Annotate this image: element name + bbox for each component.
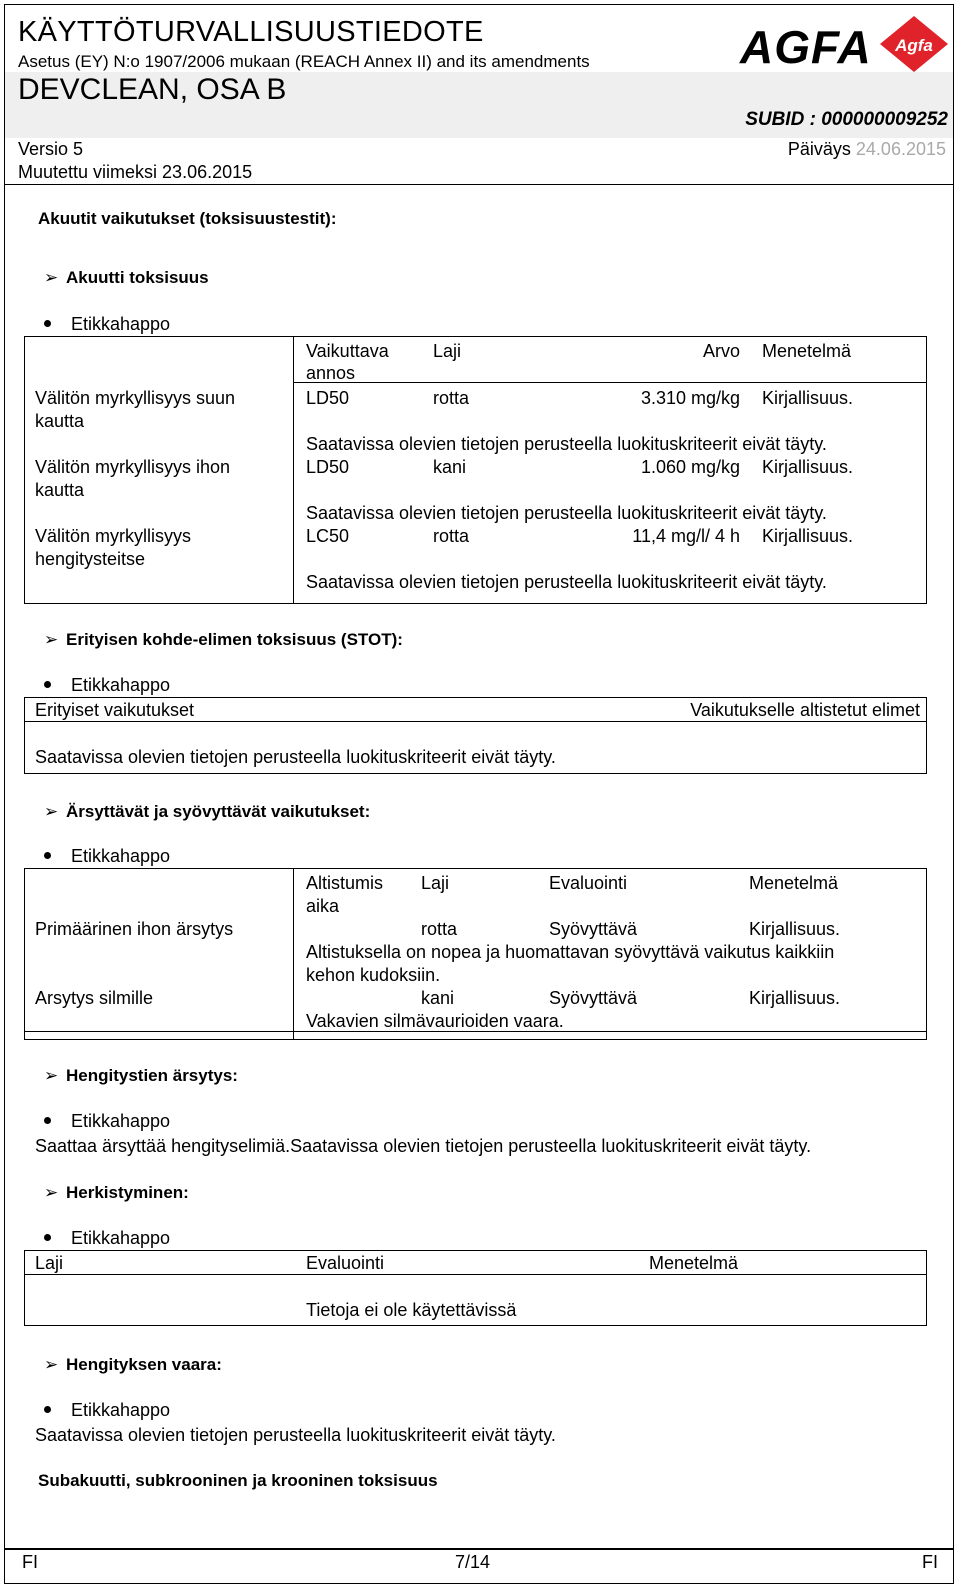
route-label: Välitön myrkyllisyys ihon [35, 457, 231, 477]
method-cell: Kirjallisuus. [762, 388, 854, 408]
page-frame [4, 4, 954, 1584]
section-aspiration [44, 1355, 222, 1375]
species-cell: rotta [433, 388, 470, 408]
col-method: Menetelmä [649, 1253, 739, 1273]
issue-date [788, 139, 946, 160]
col-effects: Erityiset vaikutukset [35, 700, 195, 720]
substance-bullet [44, 846, 170, 867]
route-label: Välitön myrkyllisyys suun [35, 388, 236, 408]
irritant-label: Arsytys silmille [35, 988, 154, 1008]
substance-bullet [44, 1111, 170, 1132]
subid: SUBID : 000000009252 [745, 109, 948, 130]
substance-bullet [44, 1228, 170, 1249]
value-cell: 3.310 mg/kg [640, 388, 740, 408]
substance-name: Etikkahappo [71, 314, 171, 334]
bullet-icon [44, 852, 51, 859]
table-divider [24, 1274, 927, 1275]
header-dose-cont: annos [306, 363, 356, 383]
species-cell: kani [421, 988, 455, 1008]
substance-bullet [44, 314, 170, 335]
table-divider [293, 336, 294, 604]
header-exposure: Altistumis [306, 873, 384, 893]
footer-left: FI [22, 1552, 38, 1572]
evaluation-cell: Syövyttävä [549, 919, 638, 939]
substance-name: Etikkahappo [71, 1228, 171, 1248]
method-cell: Kirjallisuus. [749, 919, 841, 939]
page-number: 7/14 [455, 1552, 491, 1572]
evaluation-cell: Syövyttävä [549, 988, 638, 1008]
section-label: Herkistyminen: [66, 1183, 189, 1202]
note-cell: Altistuksella on nopea ja huomattavan syövyttävä vaikutus kaikkiin [306, 942, 835, 962]
version: Versio 5 [18, 139, 84, 159]
table-divider [24, 721, 927, 722]
irritant-label: Primäärinen ihon ärsytys [35, 919, 234, 939]
bullet-icon [44, 1406, 51, 1413]
substance-name: Etikkahappo [71, 846, 171, 866]
section-label: Akuutti toksisuus [66, 268, 209, 287]
regulation-line: Asetus (EY) N:o 1907/2006 mukaan (REACH Annex II) and its amendments [18, 52, 590, 71]
note-cell: Saatavissa olevien tietojen perusteella luokituskriteerit eivät täyty. [306, 503, 827, 523]
col-organs: Vaikutukselle altistetut elimet [690, 700, 920, 720]
arrow-icon: ➢ [44, 1066, 59, 1085]
header-method: Menetelmä [749, 873, 839, 893]
bullet-icon [44, 1234, 51, 1241]
header-species: Laji [421, 873, 450, 893]
method-cell: Kirjallisuus. [762, 457, 854, 477]
species-cell: rotta [433, 526, 470, 546]
method-cell: Kirjallisuus. [749, 988, 841, 1008]
route-label-cont: kautta [35, 411, 85, 431]
bullet-icon [44, 1117, 51, 1124]
resp-irritation-text: Saattaa ärsyttää hengityselimiä.Saatavissa olevien tietojen perusteella luokituskriteerit eivät täyty. [35, 1136, 812, 1156]
arrow-icon: ➢ [44, 1355, 59, 1374]
note-cell-cont: kehon kudoksiin. [306, 965, 441, 985]
section-sensitization [44, 1183, 189, 1203]
col-species: Laji [35, 1253, 64, 1273]
section-label: Hengityksen vaara: [66, 1355, 222, 1374]
header-method: Menetelmä [762, 341, 852, 361]
arrow-icon: ➢ [44, 268, 59, 287]
footer-rule [5, 1548, 953, 1550]
header-species: Laji [433, 341, 462, 361]
header-evaluation: Evaluointi [549, 873, 628, 893]
species-cell: rotta [421, 919, 458, 939]
aspiration-text: Saatavissa olevien tietojen perusteella luokituskriteerit eivät täyty. [35, 1425, 556, 1445]
section-resp-irritation [44, 1066, 238, 1086]
note-cell: Vakavien silmävaurioiden vaara. [306, 1011, 564, 1031]
section-irritant [44, 802, 370, 822]
stot-note: Saatavissa olevien tietojen perusteella luokituskriteerit eivät täyty. [35, 747, 556, 767]
dose-cell: LC50 [306, 526, 350, 546]
header-rule [5, 184, 953, 185]
species-cell: kani [433, 457, 467, 477]
header-value: Arvo [702, 341, 740, 361]
substance-name: Etikkahappo [71, 1400, 171, 1420]
table-divider [293, 868, 294, 1040]
section-subchronic: Subakuutti, subkrooninen ja krooninen toksisuus [38, 1471, 438, 1490]
product-name: DEVCLEAN, OSA B [18, 73, 287, 106]
bullet-icon [44, 681, 51, 688]
bullet-icon [44, 320, 51, 327]
section-label: Hengitystien ärsytys: [66, 1066, 238, 1085]
route-label: Välitön myrkyllisyys [35, 526, 192, 546]
agfa-badge-icon [878, 14, 950, 74]
badge-text: Agfa [895, 36, 933, 55]
header-exposure-cont: aika [306, 896, 340, 916]
substance-name: Etikkahappo [71, 1111, 171, 1131]
value-cell: 1.060 mg/kg [640, 457, 740, 477]
method-cell: Kirjallisuus. [762, 526, 854, 546]
table-divider [293, 382, 927, 383]
date-value: 24.06.2015 [855, 139, 946, 159]
section-label: Ärsyttävät ja syövyttävät vaikutukset: [66, 802, 371, 821]
substance-bullet [44, 1400, 170, 1421]
date-label: Päiväys [787, 139, 851, 159]
dose-cell: LD50 [306, 457, 350, 477]
note-cell: Saatavissa olevien tietojen perusteella luokituskriteerit eivät täyty. [306, 434, 827, 454]
section-label: Erityisen kohde-elimen toksisuus (STOT): [66, 630, 403, 649]
dose-cell: LD50 [306, 388, 350, 408]
agfa-logo: AGFA [740, 21, 872, 73]
substance-name: Etikkahappo [71, 675, 171, 695]
col-evaluation: Evaluointi [306, 1253, 385, 1273]
section-acute-effects: Akuutit vaikutukset (toksisuustestit): [38, 209, 337, 228]
last-modified: Muutettu viimeksi 23.06.2015 [18, 162, 253, 182]
value-cell: 11,4 mg/l/ 4 h [632, 526, 740, 546]
sensitization-value: Tietoja ei ole käytettävissä [306, 1300, 517, 1320]
arrow-icon: ➢ [44, 802, 59, 821]
substance-bullet [44, 675, 170, 696]
section-acute-toxicity [44, 268, 209, 288]
arrow-icon: ➢ [44, 630, 59, 649]
section-stot [44, 630, 403, 650]
arrow-icon: ➢ [44, 1183, 59, 1202]
note-cell: Saatavissa olevien tietojen perusteella luokituskriteerit eivät täyty. [306, 572, 827, 592]
header-dose: Vaikuttava [306, 341, 389, 361]
document-title: KÄYTTÖTURVALLISUUSTIEDOTE [18, 16, 484, 48]
footer-right: FI [922, 1552, 938, 1572]
route-label-cont: hengitysteitse [35, 549, 146, 569]
route-label-cont: kautta [35, 480, 85, 500]
